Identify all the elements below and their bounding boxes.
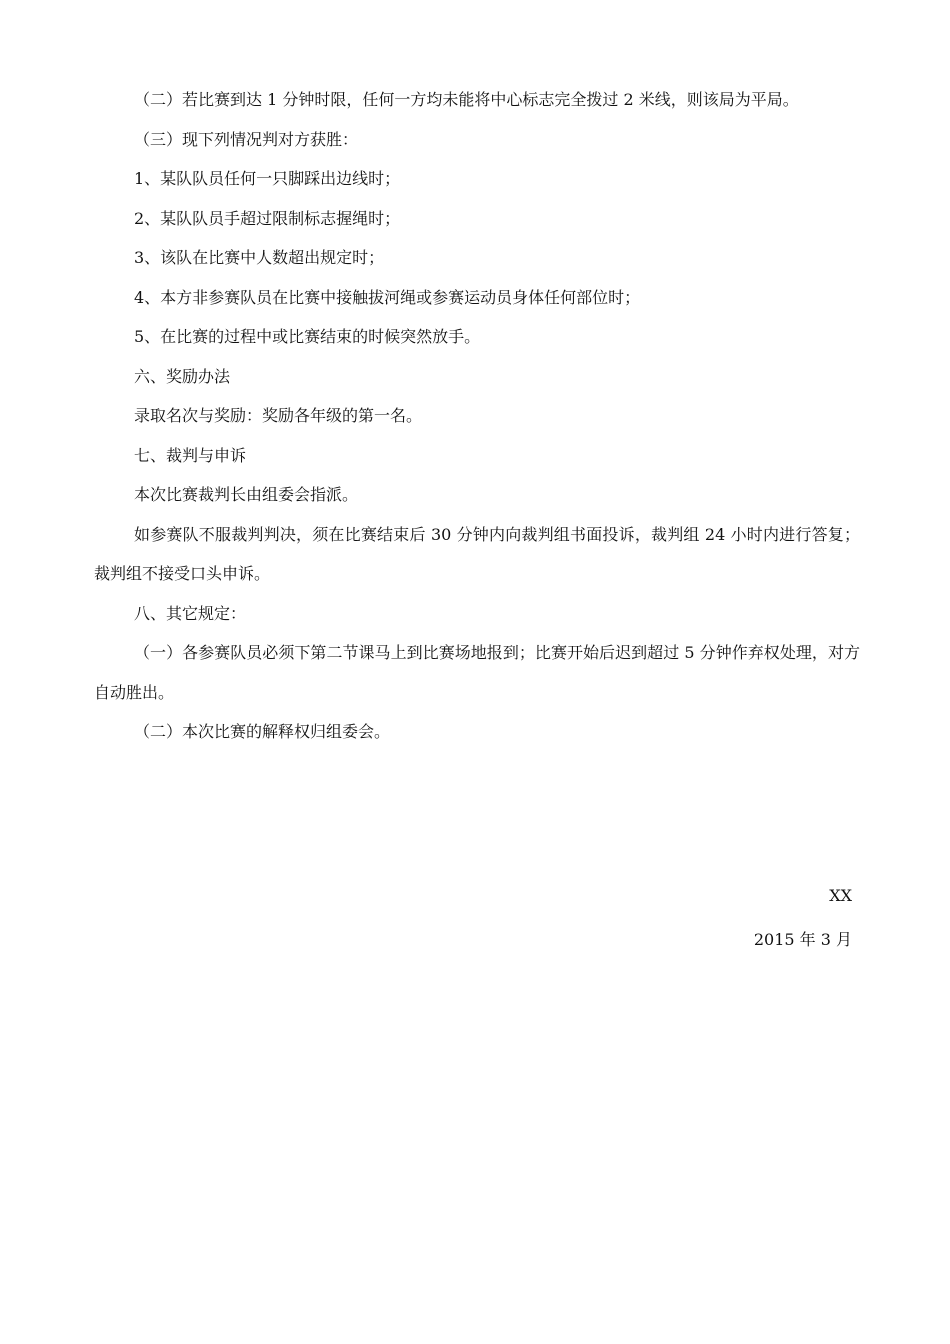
list-item-condition-3: 3、该队在比赛中人数超出规定时； [134,248,385,267]
paragraph-awards: 录取名次与奖励：奖励各年级的第一名。 [134,406,423,425]
paragraph-tie-rule: （二）若比赛到达 1 分钟时限，任何一方均未能将中心标志完全拨过 2 米线，则该局为平局。 [134,90,799,109]
paragraph-other-rule-1: （一）各参赛队员必须下第二节课马上到比赛场地报到；比赛开始后迟到超过 5 分钟作弃权处理，对方自动胜出。 [94,643,860,702]
section-heading-awards: 六、奖励办法 [134,366,231,386]
paragraph-win-conditions-heading: （三）现下列情况判对方获胜： [134,129,359,149]
list-item-condition-2: 2、某队队员手超过限制标志握绳时； [134,208,401,228]
section-heading-referee: 七、裁判与申诉 [134,445,247,465]
signature-organization: XX [829,886,852,905]
section-heading-other-rules: 八、其它规定： [134,603,247,623]
list-item-condition-1: 1、某队队员任何一只脚踩出边线时； [134,169,401,188]
signature-date: 2015 年 3 月 [753,930,852,949]
list-item-condition-4: 4、本方非参赛队员在比赛中接触拔河绳或参赛运动员身体任何部位时； [134,287,641,307]
document-body [94,80,860,752]
paragraph-other-rule-2: （二）本次比赛的解释权归组委会。 [134,722,391,741]
paragraph-appeal: 如参赛队不服裁判判决，须在比赛结束后 30 分钟内向裁判组书面投诉，裁判组 24 小时内进行答复；裁判组不接受口头申诉。 [94,524,860,583]
paragraph-referee-chief: 本次比赛裁判长由组委会指派。 [134,485,359,504]
list-item-condition-5: 5、在比赛的过程中或比赛结束的时候突然放手。 [134,327,481,346]
